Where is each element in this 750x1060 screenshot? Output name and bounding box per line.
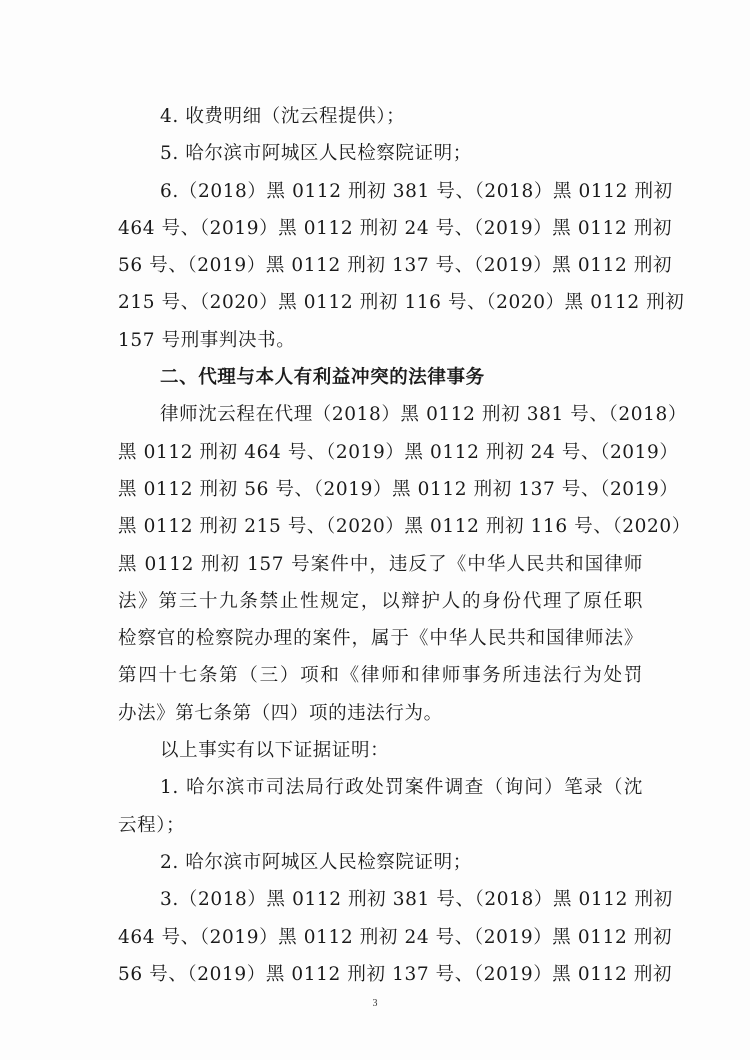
paragraph-line-6: 法》第三十九条禁止性规定，以辩护人的身份代理了原任职 [118, 590, 643, 612]
evidence-b-item-1-line-1: 1. 哈尔滨市司法局行政处罚案件调查（询问）笔录（沈 [160, 777, 643, 799]
paragraph-line-8: 第四十七条第（三）项和《律师和律师事务所违法行为处罚 [118, 665, 643, 687]
evidence-item-6-line-4: 215 号、（2020）黑 0112 刑初 116 号、（2020）黑 0112 刑初 [118, 292, 685, 314]
evidence-item-6-line-5: 157 号刑事判决书。 [118, 329, 296, 351]
paragraph-line-7: 检察官的检察院办理的案件，属于《中华人民共和国律师法》 [118, 628, 643, 650]
evidence-item-4: 4. 收费明细（沈云程提供）； [160, 106, 406, 127]
evidence-b-item-1-line-2: 云程）； [118, 814, 186, 836]
evidence-item-6-line-2: 464 号、（2019）黑 0112 刑初 24 号、（2019）黑 0112 刑初 [118, 217, 673, 239]
paragraph-line-3: 黑 0112 刑初 56 号、（2019）黑 0112 刑初 137 号、（2019） [118, 478, 679, 500]
document-body [118, 98, 691, 993]
paragraph-line-2: 黑 0112 刑初 464 号、（2019）黑 0112 刑初 24 号、（2019） [118, 441, 679, 463]
evidence-b-item-2: 2. 哈尔滨市阿城区人民检察院证明； [160, 851, 472, 873]
page-number: 3 [372, 998, 378, 1009]
evidence-item-6-line-3: 56 号、（2019）黑 0112 刑初 137 号、（2019）黑 0112 刑初 [118, 255, 673, 277]
evidence-b-item-3-line-3: 56 号、（2019）黑 0112 刑初 137 号、（2019）黑 0112 刑初 [118, 963, 673, 985]
evidence-b-item-3-line-2: 464 号、（2019）黑 0112 刑初 24 号、（2019）黑 0112 刑初 [118, 926, 673, 948]
evidence-item-6-line-1: 6.（2018）黑 0112 刑初 381 号、（2018）黑 0112 刑初 [160, 180, 673, 202]
evidence-intro: 以上事实有以下证据证明： [160, 740, 390, 762]
section-heading: 二、代理与本人有利益冲突的法律事务 [160, 367, 485, 389]
evidence-b-item-3-line-1: 3.（2018）黑 0112 刑初 381 号、（2018）黑 0112 刑初 [160, 889, 673, 911]
paragraph-line-1: 律师沈云程在代理（2018）黑 0112 刑初 381 号、（2018） [160, 404, 687, 426]
paragraph-line-4: 黑 0112 刑初 215 号、（2020）黑 0112 刑初 116 号、（2020） [118, 516, 691, 538]
evidence-item-5: 5. 哈尔滨市阿城区人民检察院证明； [160, 143, 472, 165]
paragraph-line-5: 黑 0112 刑初 157 号案件中，违反了《中华人民共和国律师 [118, 553, 643, 575]
paragraph-line-9: 办法》第七条第（四）项的违法行为。 [118, 702, 443, 724]
